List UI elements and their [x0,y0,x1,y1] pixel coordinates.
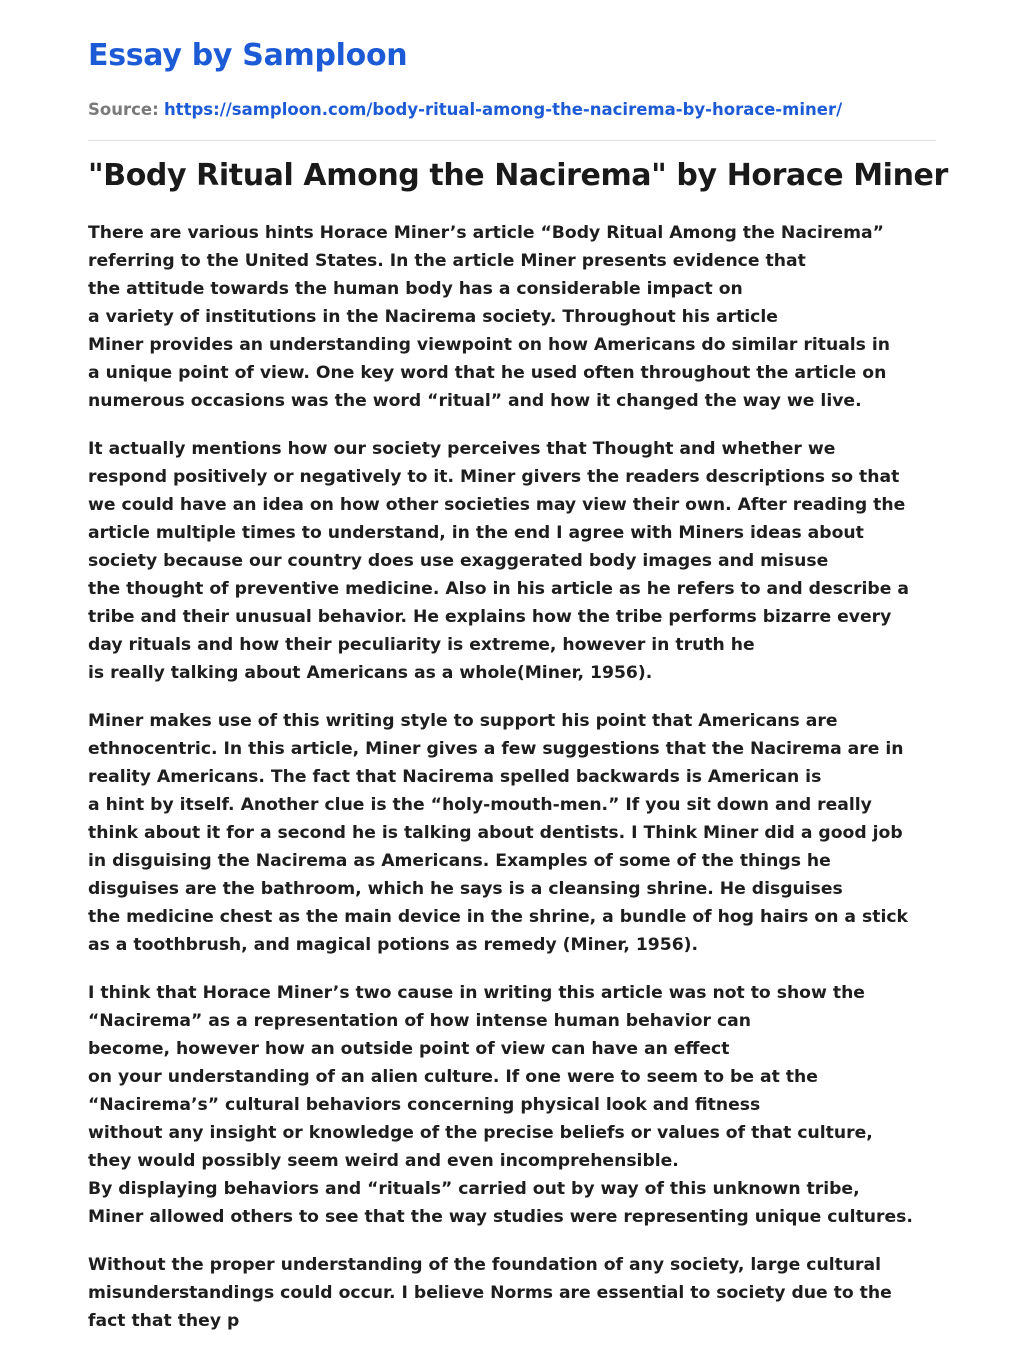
paragraph-line: a variety of institutions in the Nacirema society. Throughout his article [88,307,778,327]
paragraph-line: There are various hints Horace Miner’s article “Body Ritual Among the Nacirema” [88,223,884,243]
paragraph-line: the attitude towards the human body has a considerable impact on [88,279,743,299]
essay-paragraph [88,219,936,415]
paragraph-line: they would possibly seem weird and even incomprehensible. [88,1151,679,1171]
paragraph-line: disguises are the bathroom, which he says is a cleansing shrine. He disguises [88,879,843,899]
paragraph-line: By displaying behaviors and “rituals” carried out by way of this unknown tribe, [88,1179,860,1199]
source-label: Source: [88,100,159,119]
paragraph-line: the thought of preventive medicine. Also in his article as he refers to and describe a [88,579,909,599]
paragraph-line: become, however how an outside point of view can have an effect [88,1039,730,1059]
paragraph-line: the medicine chest as the main device in the shrine, a bundle of hog hairs on a stick [88,907,908,927]
paragraph-line: respond positively or negatively to it. Miner givers the readers descriptions so that [88,467,900,487]
paragraph-line: “Nacirema’s” cultural behaviors concerning physical look and fitness [88,1095,761,1115]
paragraph-line: referring to the United States. In the article Miner presents evidence that [88,251,806,271]
paragraph-line: article multiple times to understand, in the end I agree with Miners ideas about [88,523,864,543]
paragraph-line: numerous occasions was the word “ritual” and how it changed the way we live. [88,391,862,411]
paragraph-line: ethnocentric. In this article, Miner gives a few suggestions that the Nacirema are in [88,739,904,759]
paragraph-line: we could have an idea on how other societies may view their own. After reading the [88,495,906,515]
paragraph-line: think about it for a second he is talking about dentists. I Think Miner did a good job [88,823,903,843]
header-divider [88,140,936,141]
paragraph-line: Miner makes use of this writing style to support his point that Americans are [88,711,838,731]
paragraph-line: on your understanding of an alien culture. If one were to seem to be at the [88,1067,818,1087]
paragraph-line: a hint by itself. Another clue is the “holy-mouth-men.” If you sit down and really [88,795,872,815]
paragraph-line: in disguising the Nacirema as Americans. Examples of some of the things he [88,851,831,871]
paragraph-line: I think that Horace Miner’s two cause in writing this article was not to show the [88,983,865,1003]
essay-paragraph [88,979,936,1231]
paragraph-line: Without the proper understanding of the foundation of any society, large cultural [88,1255,882,1275]
paragraph-line: society because our country does use exaggerated body images and misuse [88,551,829,571]
paragraph-line: misunderstandings could occur. I believe Norms are essential to society due to the [88,1283,892,1303]
paragraph-line: Miner provides an understanding viewpoint on how Americans do similar rituals in [88,335,891,355]
paragraph-line: without any insight or knowledge of the precise beliefs or values of that culture, [88,1123,873,1143]
paragraph-line: tribe and their unusual behavior. He explains how the tribe performs bizarre every [88,607,892,627]
essay-title: "Body Ritual Among the Nacirema" by Horace Miner [88,158,948,193]
paragraph-line: “Nacirema” as a representation of how intense human behavior can [88,1011,751,1031]
source-line [88,98,936,122]
paragraph-line: It actually mentions how our society perceives that Thought and whether we [88,439,836,459]
paragraph-line: is really talking about Americans as a whole(Miner, 1956). [88,663,653,683]
site-brand-title: Essay by Samploon [88,38,408,73]
paragraph-line: as a toothbrush, and magical potions as remedy (Miner, 1956). [88,935,699,955]
paragraph-line: day rituals and how their peculiarity is extreme, however in truth he [88,635,755,655]
paragraph-line: a unique point of view. One key word that he used often throughout the article on [88,363,887,383]
paragraph-line: fact that they p [88,1311,240,1331]
essay-paragraph [88,435,936,687]
essay-body [88,219,936,1335]
essay-paragraph [88,707,936,959]
source-link[interactable]: https://samploon.com/body-ritual-among-the-nacirema-by-horace-miner/ [163,100,843,119]
essay-paragraph [88,1251,936,1335]
paragraph-line: Miner allowed others to see that the way studies were representing unique cultures. [88,1207,913,1227]
paragraph-line: reality Americans. The fact that Nacirema spelled backwards is American is [88,767,822,787]
